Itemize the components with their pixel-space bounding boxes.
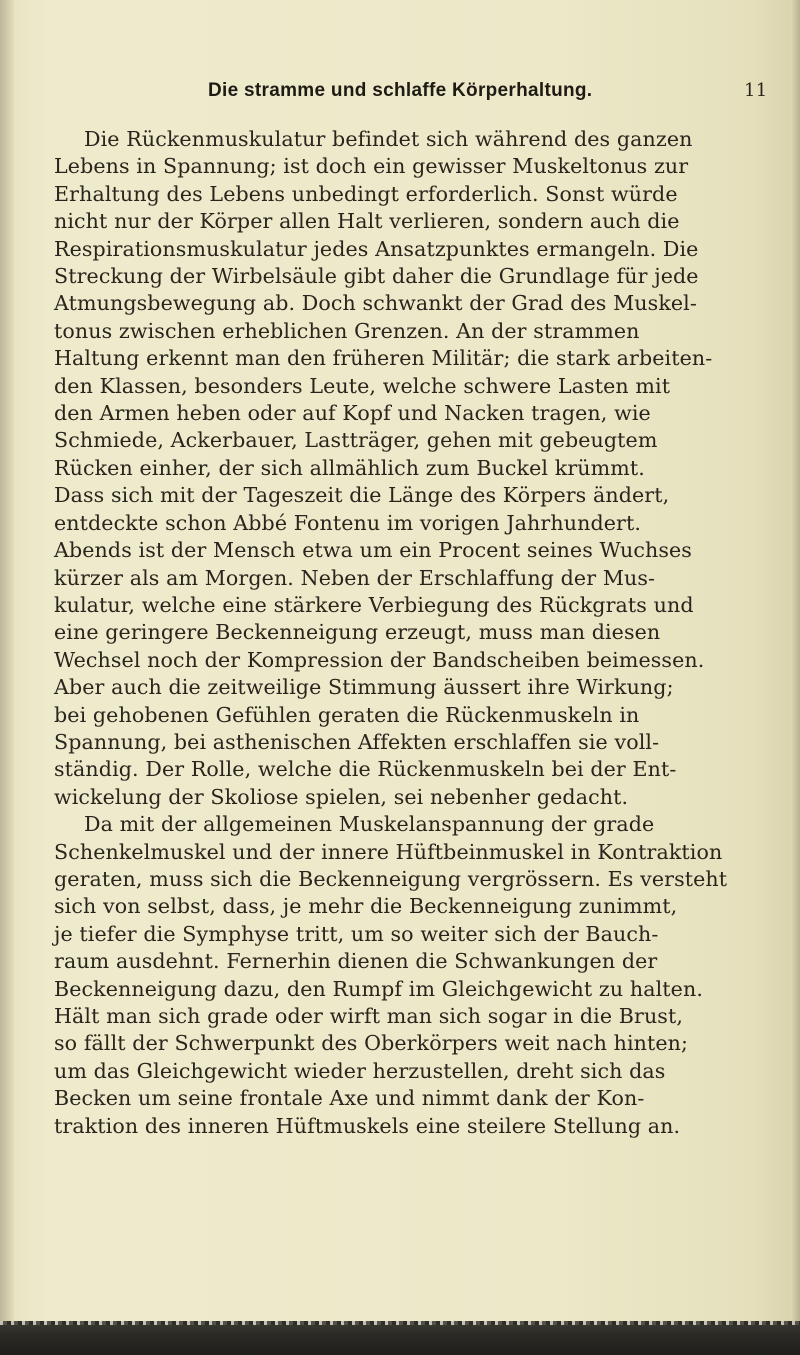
text-line: den Armen heben oder auf Kopf und Nacken tragen, wie: [54, 401, 651, 426]
paragraph-1: [54, 126, 772, 811]
text-line: Beckenneigung dazu, den Rumpf im Gleichgewicht zu halten.: [54, 976, 703, 1001]
text-line: nicht nur der Körper allen Halt verlieren, sondern auch die: [54, 209, 680, 234]
text-line: Aber auch die zeitweilige Stimmung äussert ihre Wirkung;: [54, 675, 674, 700]
text-line: geraten, muss sich die Beckenneigung vergrössern. Es versteht: [54, 866, 728, 891]
text-line: Dass sich mit der Tageszeit die Länge des Körpers ändert,: [54, 483, 670, 508]
paragraph-2: [54, 811, 772, 1140]
text-line: Becken um seine frontale Axe und nimmt dank der Kon-: [54, 1086, 645, 1111]
text-line: kürzer als am Morgen. Neben der Erschlaffung der Mus-: [54, 565, 656, 590]
page-number: 11: [744, 80, 768, 101]
text-line: den Klassen, besonders Leute, welche schwere Lasten mit: [54, 373, 671, 398]
text-line: Haltung erkennt man den früheren Militär; die stark arbeiten-: [54, 346, 713, 371]
text-line: Rücken einher, der sich allmählich zum Buckel krümmt.: [54, 455, 645, 480]
text-line: entdeckte schon Abbé Fontenu im vorigen Jahrhundert.: [54, 510, 641, 535]
text-line: um das Gleichgewicht wieder herzustellen, dreht sich das: [54, 1058, 666, 1083]
text-line: ständig. Der Rolle, welche die Rückenmuskeln bei der Ent-: [54, 757, 677, 782]
text-line: je tiefer die Symphyse tritt, um so weiter sich der Bauch-: [54, 921, 659, 946]
text-line: Schenkelmuskel und der innere Hüftbeinmuskel in Kontraktion: [54, 839, 723, 864]
text-line: eine geringere Beckenneigung erzeugt, muss man diesen: [54, 620, 661, 645]
text-line: sich von selbst, dass, je mehr die Beckenneigung zunimmt,: [54, 894, 678, 919]
text-line: Streckung der Wirbelsäule gibt daher die Grundlage für jede: [54, 264, 699, 289]
page-right-edge-shadow: [790, 0, 800, 1355]
text-line: Erhaltung des Lebens unbedingt erforderlich. Sonst würde: [54, 181, 678, 206]
text-line: Spannung, bei asthenischen Affekten erschlaffen sie voll-: [54, 729, 660, 754]
text-line: tonus zwischen erheblichen Grenzen. An der strammen: [54, 318, 640, 343]
scanner-bottom-shadow: [0, 1321, 800, 1355]
text-line: Hält man sich grade oder wirft man sich sogar in die Brust,: [54, 1004, 684, 1028]
text-line: Abends ist der Mensch etwa um ein Procent seines Wuchses: [54, 538, 692, 563]
text-line: kulatur, welche eine stärkere Verbiegung des Rückgrats und: [54, 592, 694, 617]
page-left-edge-shadow: [0, 0, 14, 1355]
text-line: Atmungsbewegung ab. Doch schwankt der Grad des Muskel-: [54, 291, 697, 316]
text-line: Die Rückenmuskulatur befindet sich während des ganzen: [84, 127, 693, 151]
text-line: Respirationsmuskulatur jedes Ansatzpunktes ermangeln. Die: [54, 236, 699, 261]
text-line: bei gehobenen Gefühlen geraten die Rückenmuskeln in: [54, 702, 640, 727]
text-line: traktion des inneren Hüftmuskels eine steilere Stellung an.: [54, 1113, 681, 1138]
text-line: raum ausdehnt. Fernerhin dienen die Schwankungen der: [54, 949, 658, 974]
text-line: Wechsel noch der Kompression der Bandscheiben beimessen.: [54, 647, 705, 672]
text-line: Da mit der allgemeinen Muskelanspannung der grade: [84, 812, 655, 837]
text-line: so fällt der Schwerpunkt des Oberkörpers weit nach hinten;: [54, 1031, 689, 1056]
body-text: [54, 126, 772, 1140]
text-line: wickelung der Skoliose spielen, sei nebenher gedacht.: [54, 784, 629, 809]
running-header: [0, 80, 800, 104]
text-line: Schmiede, Ackerbauer, Lastträger, gehen mit gebeugtem: [54, 428, 658, 453]
text-line: Lebens in Spannung; ist doch ein gewisser Muskeltonus zur: [54, 154, 689, 179]
running-title: Die stramme und schlaffe Körperhaltung.: [208, 80, 593, 101]
